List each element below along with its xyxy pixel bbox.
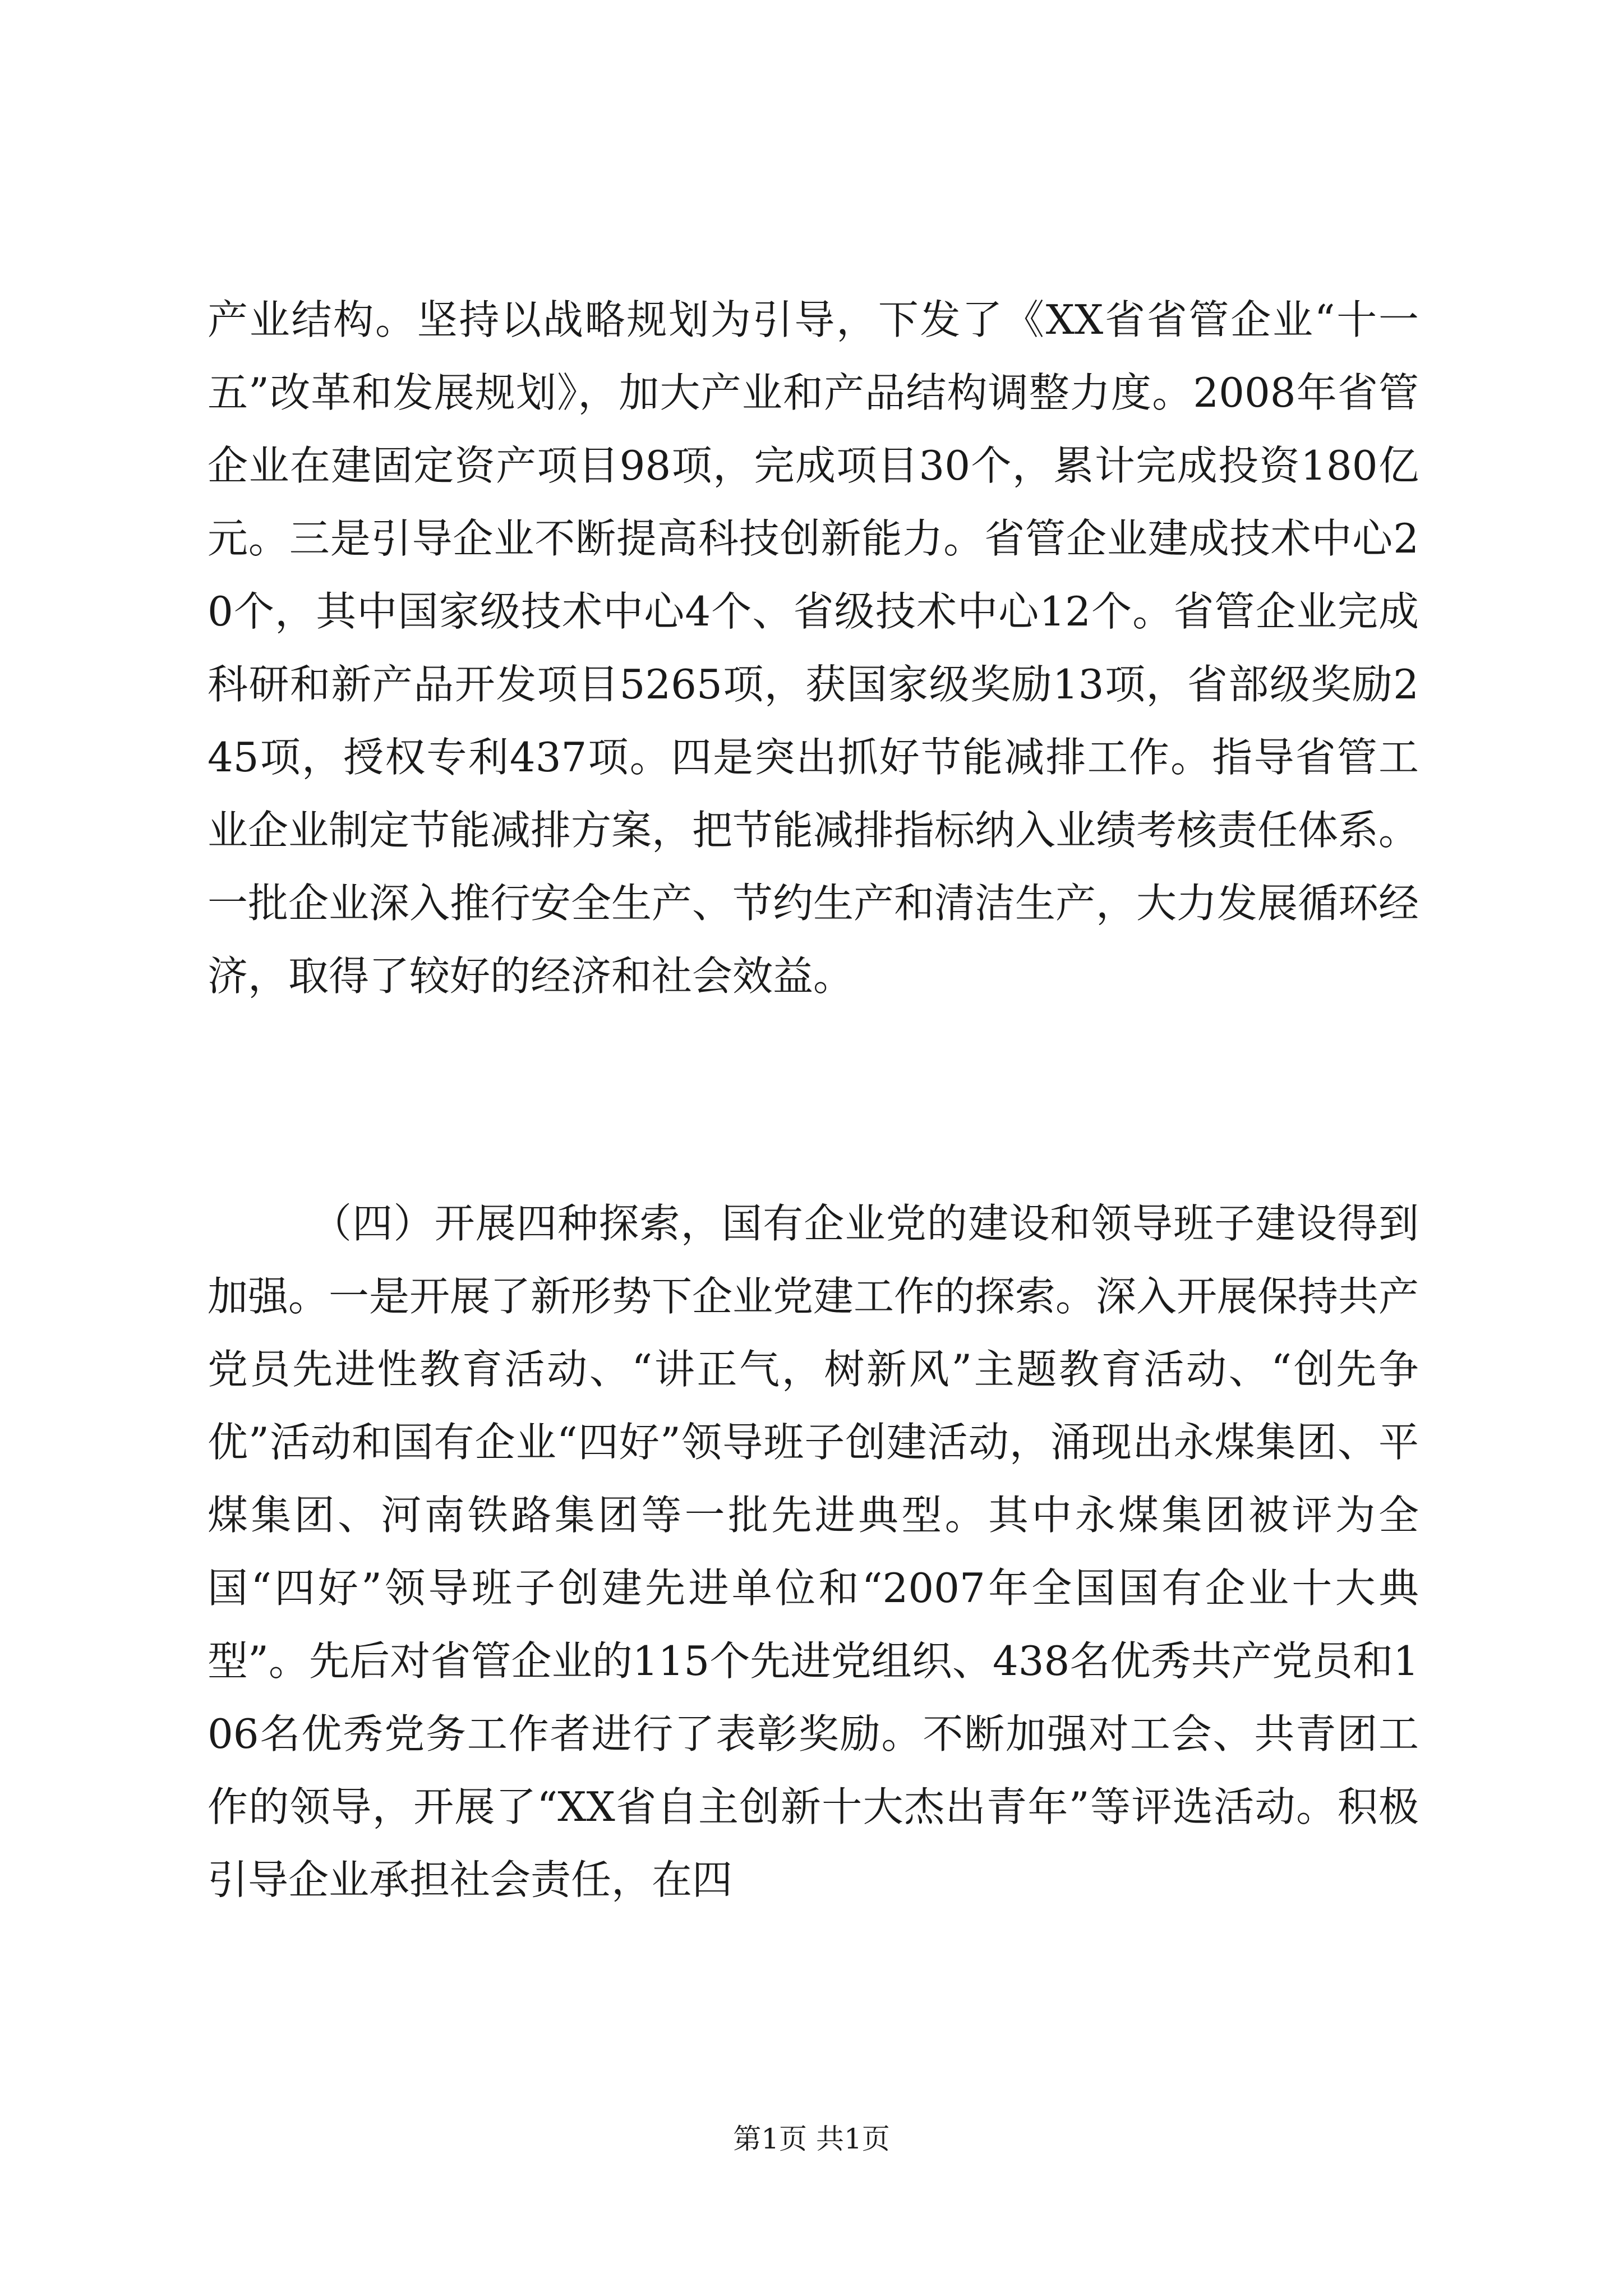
page-footer: 第1页 共1页 xyxy=(733,2123,890,2155)
body-paragraph: （四）开展四种探索，国有企业党的建设和领导班子建设得到加强。一是开展了新形势下企业党建工作的探索。深入开展保持共产党员先进性教育活动、“讲正气，树新风”主题教育活动、“创先争优”活动和国有企业“四好”领导班子创建活动，涌现出永煤集团、平煤集团、河南铁路集团等一批先进典型。其中永煤集团被评为全国“四好”领导班子创建先进单位和“2007年全国国有企业十大典型”。先后对省管企业的115个先进党组织、438名优秀共产党员和106名优秀党务工作者进行了表彰奖励。不断加强对工会、共青团工作的领导，开展了“XX省自主创新十大杰出青年”等评选活动。积极引导企业承担社会责任，在四 xyxy=(208,1200,1419,1903)
body-paragraph: 产业结构。坚持以战略规划为引导，下发了《XX省省管企业“十一五”改革和发展规划》，加大产业和产品结构调整力度。2008年省管企业在建固定资产项目98项，完成项目30个，累计完成投资180亿元。三是引导企业不断提高科技创新能力。省管企业建成技术中心20个，其中国家级技术中心4个、省级技术中心12个。省管企业完成科研和新产品开发项目5265项，获国家级奖励13项，省部级奖励245项，授权专利437项。四是突出抓好节能减排工作。指导省管工业企业制定节能减排方案，把节能减排指标纳入业绩考核责任体系。一批企业深入推行安全生产、节约生产和清洁生产，大力发展循环经济，取得了较好的经济和社会效益。 xyxy=(208,296,1419,1000)
